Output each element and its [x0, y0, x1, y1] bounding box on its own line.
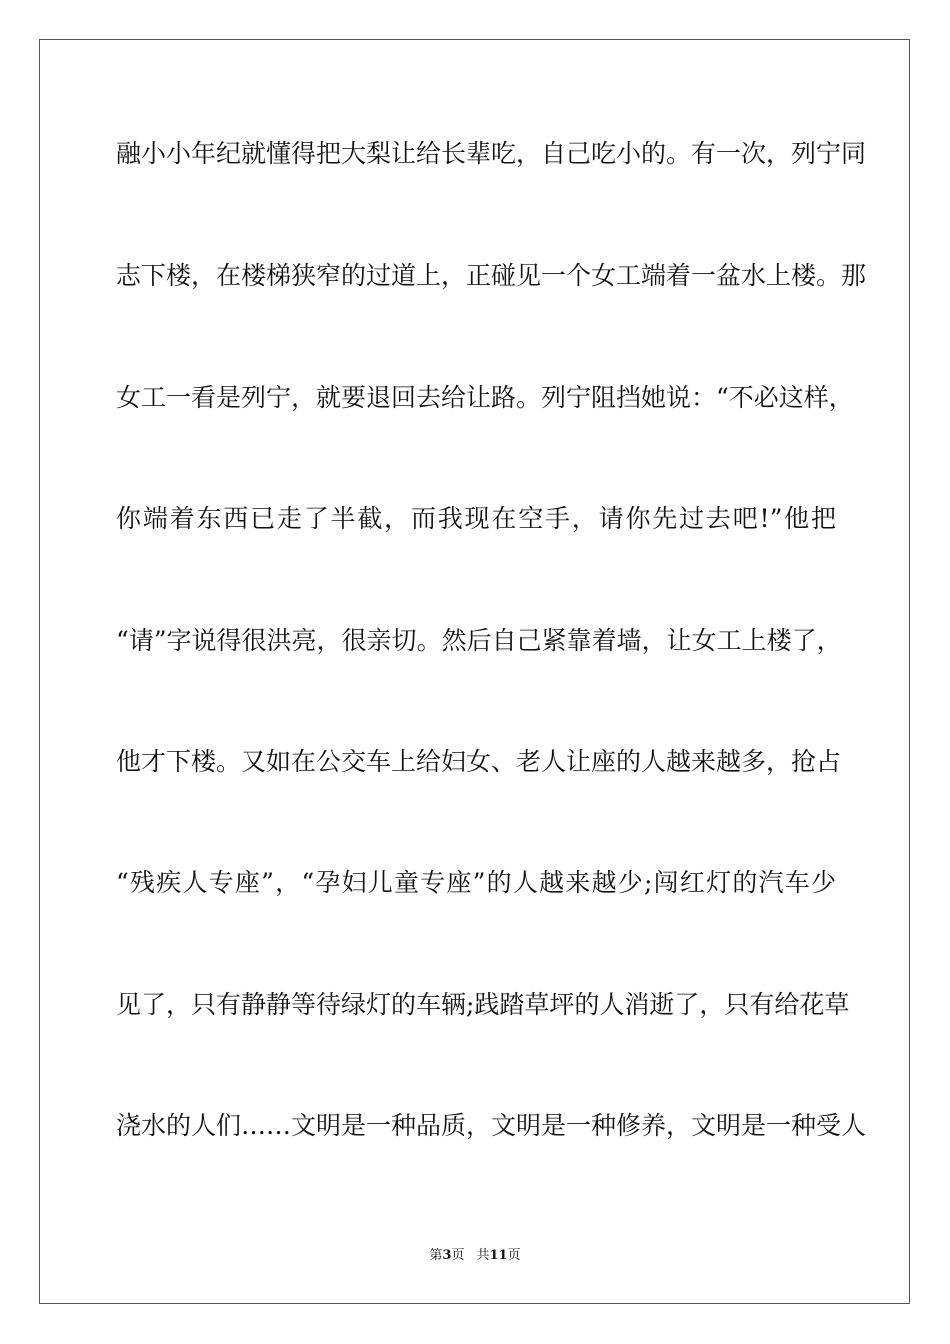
page-total: 共11页 [476, 1248, 521, 1263]
body-text-line-7: “残疾人专座”，“孕妇儿童专座”的人越来越少;闯红灯的汽车少 [116, 868, 836, 897]
body-text-line-2: 志下楼，在楼梯狭窄的过道上，正碰见一个女工端着一盆水上楼。那 [116, 261, 867, 290]
body-text-line-9: 浇水的人们……文明是一种品质，文明是一种修养，文明是一种受人 [116, 1111, 867, 1140]
body-text-line-3: 女工一看是列宁，就要退回去给让路。列宁阻挡她说：“不必这样， [116, 383, 854, 412]
body-text-line-4: 你端着东西已走了半截，而我现在空手，请你先过去吧!”他把 [116, 504, 836, 533]
page-number: 第3页 [429, 1248, 465, 1263]
page-footer [0, 1247, 950, 1265]
body-text-line-6: 他才下楼。又如在公交车上给妇女、老人让座的人越来越多，抢占 [116, 747, 842, 776]
body-text-line-1: 融小小年纪就懂得把大梨让给长辈吃，自己吃小的。有一次，列宁同 [116, 139, 867, 168]
body-text-line-5: “请”字说得很洪亮，很亲切。然后自己紧靠着墙，让女工上楼了， [116, 626, 842, 655]
body-text-line-8: 见了，只有静静等待绿灯的车辆;践踏草坪的人消逝了，只有给花草 [116, 990, 850, 1019]
